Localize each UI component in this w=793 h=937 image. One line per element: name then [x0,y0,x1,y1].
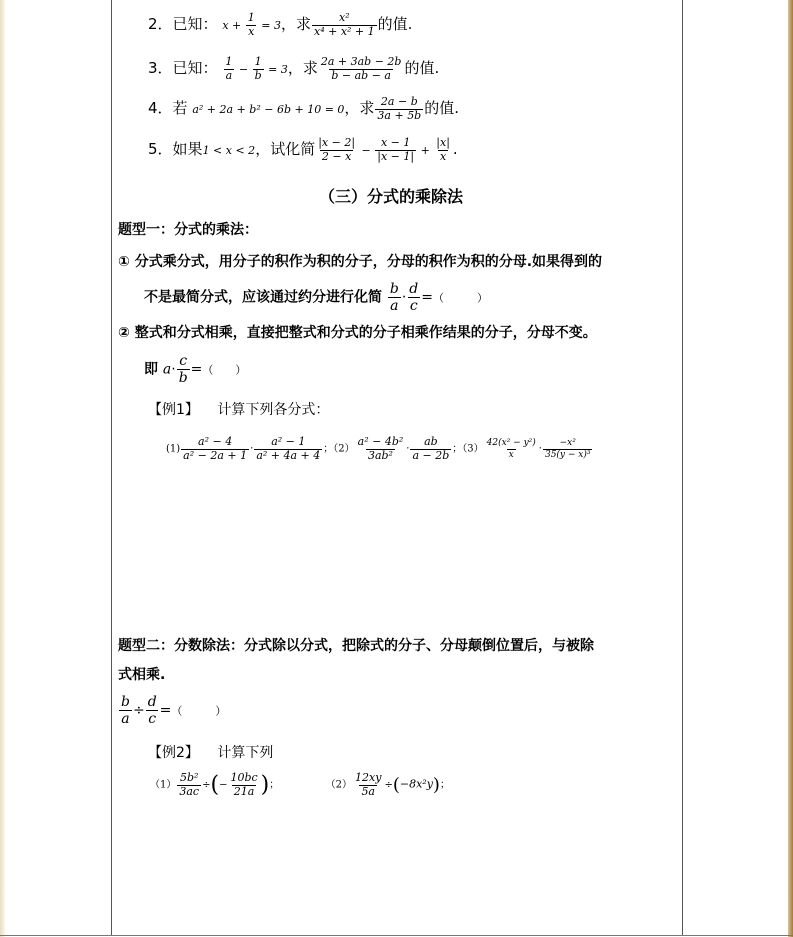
operator: − [235,63,252,77]
numerator: 2a − b [380,95,418,108]
fraction [119,694,132,727]
rule1-text: 不是最简分式，应该通过约分进行化简 [144,289,382,306]
ask-text: ，试化简 [255,140,316,159]
type1-rule2: ② 整式和分式相乘，直接把整式和分式的分子相乘作结果的分子，分母不变。 [118,325,597,341]
denominator: b [178,370,188,387]
item-label: （2） [325,779,353,791]
numerator: −x² [559,438,576,449]
section-title: （三）分式的乘除法 [319,187,464,206]
type2-title-cont: 式相乘. [118,667,166,683]
left-page-edge [0,0,5,937]
fraction [407,281,420,314]
denominator: a [390,298,399,315]
separator: ； [452,443,463,455]
denominator: a² − 2a + 1 [183,448,248,462]
denominator: b − ab − a [331,68,391,82]
problem-5 [148,137,458,163]
fraction [177,353,190,386]
condition-tail: = 3 [264,63,288,77]
problem-number: 5． [148,140,173,159]
end-text: 的值. [404,59,440,78]
equals-sign: = [159,702,172,719]
fraction [246,12,257,38]
problem-number: 4． [148,99,173,118]
equals-sign: = [190,361,203,378]
denominator: |x − 1| [377,149,415,163]
numerator: |x| [436,136,450,149]
variable: a [162,361,172,378]
separator: ； [323,443,334,455]
example1-header [148,399,329,419]
condition: x + [222,19,245,33]
fraction [146,694,159,727]
numerator: b [121,694,130,710]
denominator: 5a [361,784,375,798]
answer-blank: （ ） [171,704,227,718]
condition: 1 < x < 2 [202,144,256,158]
example-label: 【例1】 [148,402,199,418]
problem-3 [148,56,439,82]
numerator: 42(x² − y²) [486,438,536,449]
numerator: x² [339,11,350,24]
fraction [228,772,259,798]
numerator: c [179,353,188,369]
item-label: （3） [462,443,484,455]
type1-rule1: ① 分式乘分式，用分子的积作为积的分子，分母的积作为积的分母.如果得到的 [118,254,603,270]
rule2-prefix: 即 [144,361,158,378]
left-paren: ( [392,774,400,796]
fraction [254,436,322,462]
problem-2 [148,12,412,38]
numerator: 1 [254,55,262,68]
denominator: a² + 4a + 4 [256,448,321,462]
fraction [223,56,234,82]
problem-number: 3． [148,59,173,78]
numerator: 1 [225,55,233,68]
fraction [388,281,401,314]
fraction [543,438,593,460]
dot-operator: · [401,289,407,306]
denominator: 2 − x [321,149,352,163]
type2-title: 题型二：分数除法：分式除以分式，把除式的分子、分母颠倒位置后，与被除 [118,638,594,654]
denominator: x [440,149,447,163]
numerator: a² − 4 [198,435,233,448]
ask-text: ，求 [280,15,311,34]
ask-text: ，求 [344,99,375,118]
target-fraction [375,96,423,122]
denominator: b [254,68,262,82]
numerator: 10bc [230,771,258,784]
equals-sign: = [421,289,433,306]
numerator: a² − 1 [271,435,306,448]
target-fraction [312,12,377,38]
numerator: x − 1 [380,136,411,149]
divide-operator: ÷ [202,779,211,791]
item-label: （1） [150,779,177,791]
dot-operator: · [406,443,410,455]
denominator: 35(y − x)³ [544,449,591,460]
numerator: ab [424,435,438,448]
separator: ； [439,779,450,791]
condition-tail: = 3 [257,19,281,33]
denominator: c [409,298,418,315]
type1-title: 题型一：分式的乘法： [118,222,258,238]
answer-blank: （ ） [202,363,247,377]
example-label: 【例2】 [148,745,199,761]
type2-expr [118,694,226,727]
separator: ； [269,779,280,791]
item-label: (1) [166,443,181,455]
denominator: 21a [233,784,255,798]
numerator: |x − 2| [318,136,356,149]
fraction [253,56,264,82]
fraction [353,772,383,798]
example-text: 计算下列 [217,745,274,761]
denominator: c [148,711,157,728]
problem-intro: 已知： [172,15,218,34]
problem-intro: 若 [172,99,188,118]
left-paren: ( [210,772,220,798]
fraction [181,436,249,462]
numerator: b [389,281,399,297]
fraction [485,438,538,460]
example1-expressions [166,436,593,462]
ask-text: ，求 [287,59,318,78]
denominator: x [508,449,514,460]
numerator: 2a + 3ab − 2b [320,55,402,68]
fraction [434,137,452,163]
problem-number: 2． [148,15,173,34]
type1-rule1-cont [144,281,488,314]
answer-blank: （ ） [433,291,488,305]
example2-header [148,742,273,762]
right-paren: ) [432,774,440,796]
divide-operator: ÷ [132,702,145,719]
divide-operator: ÷ [384,779,393,791]
right-paren: ) [260,772,270,798]
fraction [410,436,451,462]
numerator: d [409,281,419,297]
denominator: a − 2b [412,448,450,462]
numerator: 12xy [355,771,382,784]
dot-operator: · [538,443,542,455]
right-page-edge [788,0,793,937]
denominator: 3ab² [367,448,393,462]
operator: − [358,144,375,158]
end-text: . [452,140,458,159]
numerator: a² − 4b² [357,435,404,448]
example-text: 计算下列各分式： [217,402,330,418]
numerator: 1 [247,11,255,24]
fraction [356,436,406,462]
minus-sign: − [219,779,228,791]
condition: a² + 2a + b² − 6b + 10 = 0 [192,103,345,117]
denominator: 3ac [179,784,200,798]
denominator: 3a + 5b [377,108,422,122]
problem-intro: 如果 [172,140,203,159]
fraction [316,137,357,163]
denominator: a [225,68,233,82]
bottom-rule [0,935,793,936]
inner-expression: −8x²y [399,777,433,791]
numerator: 5b² [180,771,199,784]
type1-rule2-expr [144,353,246,386]
target-fraction [319,56,404,82]
dot-operator: · [171,361,176,378]
problem-intro: 已知： [172,59,218,78]
denominator: a [121,711,130,728]
problem-4 [148,96,459,122]
dot-operator: · [250,443,254,455]
fraction [177,772,201,798]
item-label: （2） [333,443,355,455]
end-text: 的值. [424,99,460,118]
example2-expressions [150,772,450,798]
fraction [375,137,416,163]
operator: + [417,144,434,158]
denominator: x⁴ + x² + 1 [314,24,375,38]
denominator: x [248,24,255,38]
numerator: d [147,694,157,710]
end-text: 的值. [377,15,413,34]
